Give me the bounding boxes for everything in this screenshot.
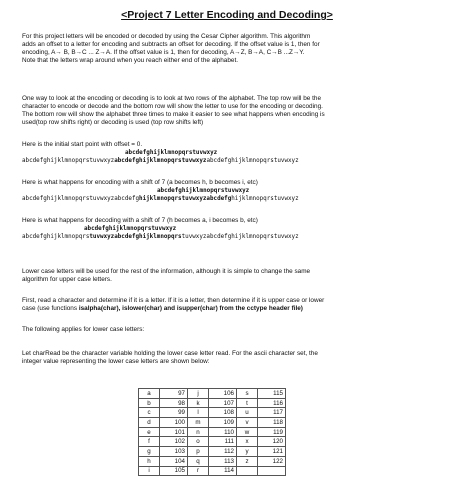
table-cell-letter: q bbox=[188, 456, 209, 466]
text-line: adds an offset to a letter for encoding and subtracts an offset for decoding. If the offset value is 1, then for bbox=[22, 41, 320, 49]
alphabet-bottom-row: abcdefghijklmnopqrstuvwxyzabcdefghijklmnopqrstuvwxyzabcdefghijklmnopqrstuvwxyz bbox=[22, 234, 299, 240]
table-cell-letter: x bbox=[237, 437, 258, 447]
table-cell-code: 98 bbox=[160, 398, 188, 408]
example-caption-initial: Here is the initial start point with offset = 0. bbox=[22, 141, 143, 148]
text-line: encoding, A→ B, B→C ... Z→A. If the offset value is 1, then for decoding, A→Z, B→A, C→B ...Z→Y. bbox=[22, 49, 305, 57]
text-line: integer value representing the lower case letters are shown below: bbox=[22, 358, 210, 366]
table-cell-letter: b bbox=[139, 398, 160, 408]
table-row bbox=[139, 447, 286, 457]
table-cell-code: 108 bbox=[209, 408, 237, 418]
table-cell-code: 110 bbox=[209, 427, 237, 437]
table-row bbox=[139, 389, 286, 399]
text-line: For this project letters will be encoded or decoded by using the Cesar Cipher algorithm. This algorithm bbox=[22, 33, 311, 40]
table-cell-code: 122 bbox=[258, 456, 286, 466]
function-names: isalpha(char), islower(char) and isupper(char) from the cctype header file) bbox=[78, 305, 303, 313]
table-row bbox=[139, 398, 286, 408]
text-line: One way to look at the encoding or decoding is to look at two rows of the alphabet. The top row will be the bbox=[22, 95, 321, 102]
lowercase-note-paragraph bbox=[22, 268, 434, 284]
table-cell-letter: l bbox=[188, 408, 209, 418]
table-cell-code: 100 bbox=[160, 418, 188, 428]
table-cell-letter: w bbox=[237, 427, 258, 437]
text-line: The bottom row will show the alphabet three times to make it easier to see what happens when encoding is bbox=[22, 111, 325, 119]
table-cell-code: 121 bbox=[258, 447, 286, 457]
table-cell-letter: d bbox=[139, 418, 160, 428]
table-cell-letter: o bbox=[188, 437, 209, 447]
table-cell-letter: j bbox=[188, 389, 209, 399]
charread-paragraph bbox=[22, 350, 434, 366]
table-cell-code: 99 bbox=[160, 408, 188, 418]
table-cell-code: 101 bbox=[160, 427, 188, 437]
table-cell-code: 106 bbox=[209, 389, 237, 399]
table-cell-code: 105 bbox=[160, 466, 188, 476]
rows-explanation-paragraph bbox=[22, 95, 434, 127]
alphabet-top-row: abcdefghijklmnopqrstuvwxyz bbox=[157, 188, 250, 194]
text-line: case (use functions isalpha(char), islower(char) and isupper(char) from the cctype header file) bbox=[22, 305, 303, 313]
table-cell-code: 119 bbox=[258, 427, 286, 437]
text-line: character to encode or decode and the bottom row will show the letter to use for the encoding or decoding. bbox=[22, 103, 323, 111]
table-cell-code: 109 bbox=[209, 418, 237, 428]
table-cell-code: 103 bbox=[160, 447, 188, 457]
table-cell-letter: a bbox=[139, 389, 160, 399]
table-cell-code bbox=[258, 466, 286, 476]
alphabet-bottom-row: abcdefghijklmnopqrstuvwxyzabcdefghijklmnopqrstuvwxyzabcdefghijklmnopqrstuvwxyz bbox=[22, 158, 299, 164]
table-cell-letter bbox=[237, 466, 258, 476]
table-cell-letter: v bbox=[237, 418, 258, 428]
text-line: First, read a character and determine if it is a letter. If it is a letter, then determine if it is upper case or lower bbox=[22, 297, 325, 304]
table-row bbox=[139, 408, 286, 418]
example-caption-decoding: Here is what happens for decoding with a shift of 7 (h becomes a, i becomes b, etc) bbox=[22, 217, 258, 224]
alphabet-bottom-row: abcdefghijklmnopqrstuvwxyzabcdefghijklmnopqrstuvwxyzabcdefghijklmnopqrstuvwxyz bbox=[22, 196, 299, 202]
table-cell-code: 112 bbox=[209, 447, 237, 457]
ascii-value-table bbox=[138, 388, 286, 476]
text-line: Note that the letters wrap around when you reach either end of the alphabet. bbox=[22, 57, 239, 65]
text-line: Let charRead be the character variable holding the lower case letter read. For the ascii character set, the bbox=[22, 350, 318, 357]
alphabet-top-row: abcdefghijklmnopqrstuvwxyz bbox=[125, 150, 218, 156]
table-row bbox=[139, 437, 286, 447]
table-cell-code: 102 bbox=[160, 437, 188, 447]
table-cell-letter: c bbox=[139, 408, 160, 418]
table-cell-letter: f bbox=[139, 437, 160, 447]
table-cell-letter: u bbox=[237, 408, 258, 418]
page-title: <Project 7 Letter Encoding and Decoding> bbox=[121, 9, 333, 21]
table-cell-code: 120 bbox=[258, 437, 286, 447]
text-line: Lower case letters will be used for the rest of the information, although it is simple to change the same bbox=[22, 268, 311, 275]
first-read-paragraph bbox=[22, 297, 434, 313]
intro-paragraph bbox=[22, 33, 434, 65]
table-cell-letter: h bbox=[139, 456, 160, 466]
table-cell-code: 116 bbox=[258, 398, 286, 408]
example-caption-encoding: Here is what happens for encoding with a shift of 7 (a becomes h, b becomes i, etc) bbox=[22, 179, 258, 186]
table-row bbox=[139, 456, 286, 466]
applies-paragraph: The following applies for lower case letters: bbox=[22, 326, 145, 333]
table-cell-code: 117 bbox=[258, 408, 286, 418]
table-cell-code: 113 bbox=[209, 456, 237, 466]
table-cell-letter: t bbox=[237, 398, 258, 408]
table-row bbox=[139, 418, 286, 428]
table-cell-code: 115 bbox=[258, 389, 286, 399]
alphabet-top-row: abcdefghijklmnopqrstuvwxyz bbox=[84, 226, 177, 232]
table-cell-letter: i bbox=[139, 466, 160, 476]
table-cell-letter: e bbox=[139, 427, 160, 437]
table-row bbox=[139, 427, 286, 437]
table-cell-letter: p bbox=[188, 447, 209, 457]
table-cell-code: 114 bbox=[209, 466, 237, 476]
table-cell-code: 104 bbox=[160, 456, 188, 466]
table-cell-code: 118 bbox=[258, 418, 286, 428]
table-cell-letter: s bbox=[237, 389, 258, 399]
table-cell-letter: k bbox=[188, 398, 209, 408]
table-cell-code: 111 bbox=[209, 437, 237, 447]
table-cell-letter: r bbox=[188, 466, 209, 476]
table-cell-code: 107 bbox=[209, 398, 237, 408]
table-cell-letter: z bbox=[237, 456, 258, 466]
table-row bbox=[139, 466, 286, 476]
text-line: algorithm for upper case letters. bbox=[22, 276, 112, 284]
table-cell-code: 97 bbox=[160, 389, 188, 399]
table-cell-letter: g bbox=[139, 447, 160, 457]
table-cell-letter: n bbox=[188, 427, 209, 437]
table-cell-letter: m bbox=[188, 418, 209, 428]
table-cell-letter: y bbox=[237, 447, 258, 457]
text-line: used(top row shifts right) or decoding is used (top row shifts left) bbox=[22, 119, 204, 127]
